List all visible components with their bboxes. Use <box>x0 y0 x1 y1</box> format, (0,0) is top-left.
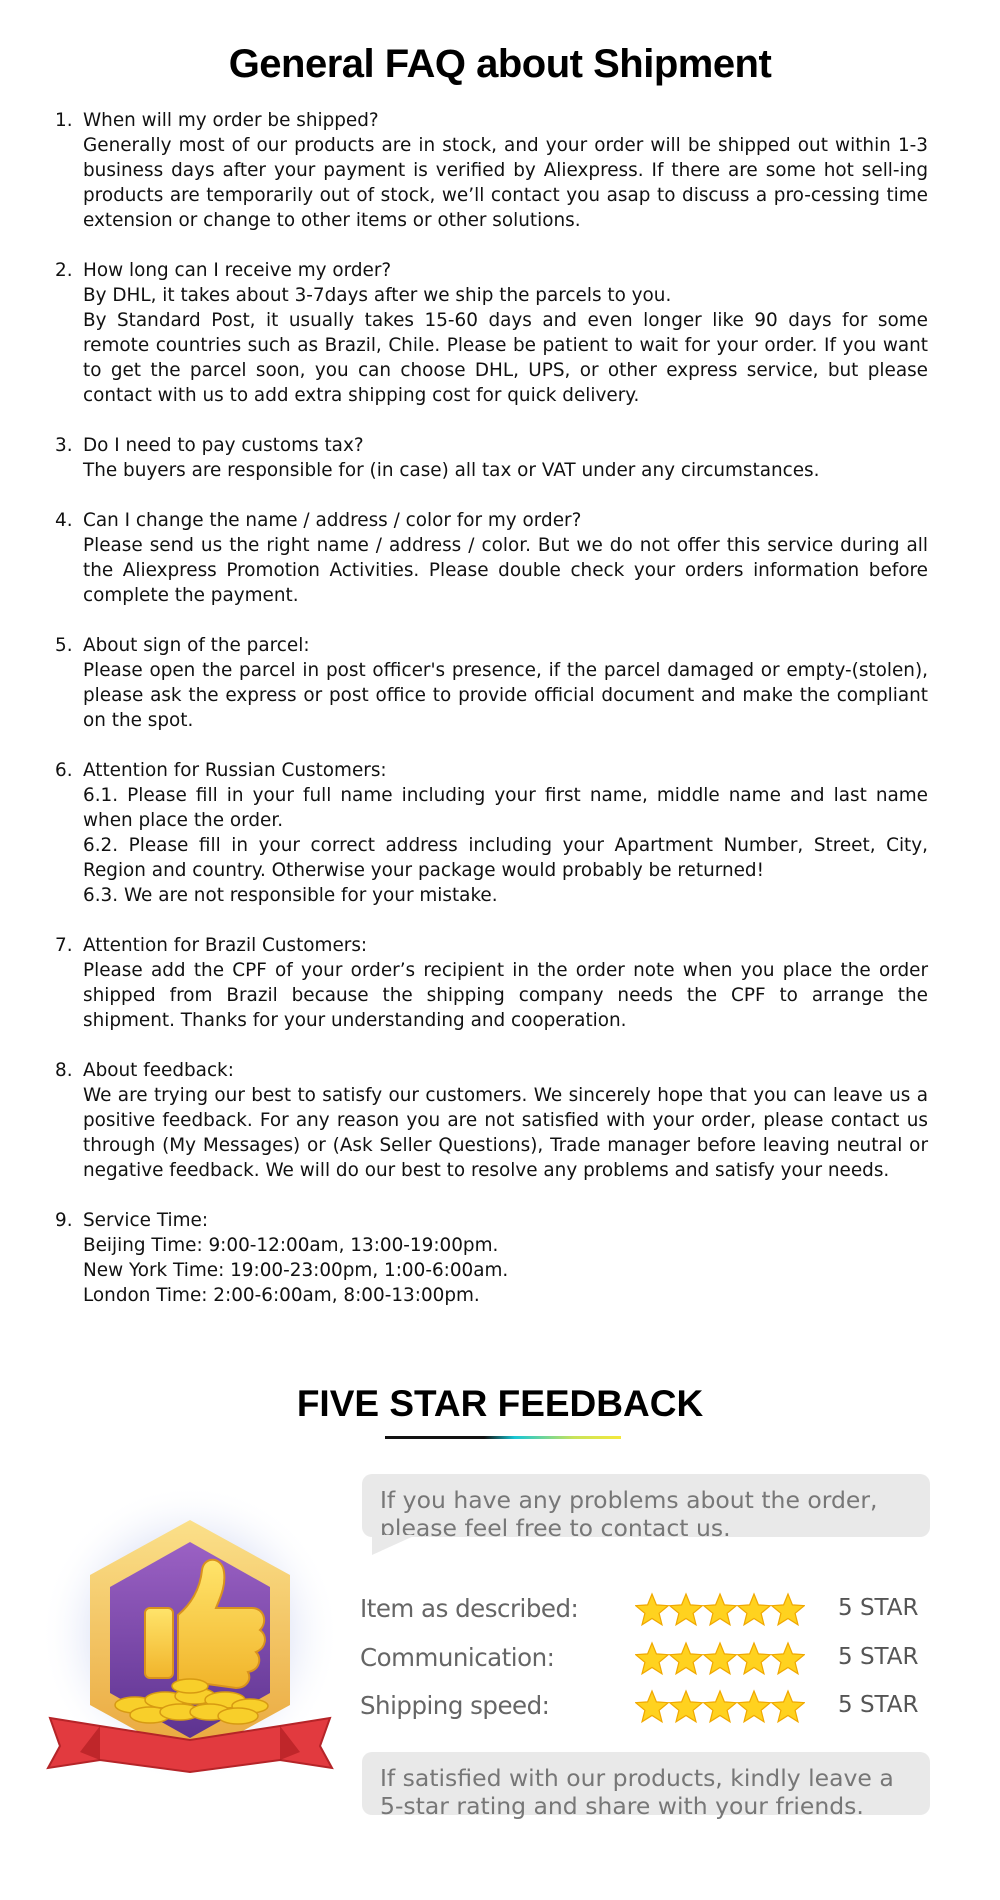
faq-item <box>55 1208 928 1308</box>
faq-answer: 6.2. Please fill in your correct address including your Apartment Number, Street, City, Region and country. Otherwise your package would probably be returned! <box>83 835 928 881</box>
contact-bubble: If you have any problems about the order, please feel free to contact us. <box>362 1474 930 1537</box>
title-underline <box>385 1436 621 1439</box>
faq-answer: London Time: 2:00-6:00am, 8:00-13:00pm. <box>83 1285 480 1306</box>
faq-answer: Beijing Time: 9:00-12:00am, 13:00-19:00pm. <box>83 1235 499 1256</box>
faq-item <box>55 633 928 733</box>
faq-number: 2. <box>55 260 73 281</box>
star-icon <box>772 1691 804 1722</box>
page-title: General FAQ about Shipment <box>228 42 772 86</box>
faq-answer: Please open the parcel in post officer's presence, if the parcel damaged or empty-(stolen), please ask the express or post office to provide official document and make the compliant on the spot. <box>83 660 928 731</box>
star-rating-icon <box>635 1689 805 1725</box>
faq-list <box>55 108 928 1333</box>
faq-answer: Generally most of our products are in stock, and your order will be shipped out within 1-3 business days after your payment is verified by Aliexpress. If there are some hot sell-ing products are temporarily out of stock, we’ll contact you asap to discuss a pro-cessing time extension or change to other items or other solutions. <box>83 135 928 231</box>
faq-answer: We are trying our best to satisfy our customers. We sincerely hope that you can leave us a positive feedback. For any reason you are not satisfied with your order, please contact us through (My Messages) or (Ask Seller Questions), Trade manager before leaving neutral or negative feedback. We will do our best to resolve any problems and satisfy your needs. <box>83 1085 928 1181</box>
faq-answer: By DHL, it takes about 3-7days after we ship the parcels to you. <box>83 285 672 306</box>
star-icon <box>670 1594 702 1625</box>
star-icon <box>738 1691 770 1722</box>
star-icon <box>636 1643 668 1674</box>
faq-answer: The buyers are responsible for (in case) all tax or VAT under any circumstances. <box>83 460 820 481</box>
star-rating-icon <box>635 1592 805 1628</box>
faq-item <box>55 933 928 1033</box>
faq-question: Attention for Russian Customers: <box>83 760 387 781</box>
rating-label: Communication: <box>360 1643 555 1672</box>
star-rating-icon <box>635 1641 805 1677</box>
faq-number: 9. <box>55 1210 73 1231</box>
rating-value: 5 STAR <box>838 1692 919 1718</box>
faq-number: 7. <box>55 935 73 956</box>
rating-value: 5 STAR <box>838 1644 919 1670</box>
faq-item <box>55 433 928 483</box>
faq-item <box>55 758 928 908</box>
faq-item <box>55 1058 928 1183</box>
faq-number: 6. <box>55 760 73 781</box>
faq-question: Do I need to pay customs tax? <box>83 435 364 456</box>
faq-number: 3. <box>55 435 73 456</box>
star-icon <box>670 1691 702 1722</box>
faq-number: 5. <box>55 635 73 656</box>
rating-label: Shipping speed: <box>360 1691 550 1720</box>
thumbs-up-badge-icon <box>40 1490 340 1800</box>
faq-answer: Please send us the right name / address / color. But we do not offer this service during all the Aliexpress Promotion Activities. Please double check your orders information before complete the payment. <box>83 535 928 606</box>
star-icon <box>704 1594 736 1625</box>
rating-value: 5 STAR <box>838 1595 919 1621</box>
star-icon <box>704 1643 736 1674</box>
star-icon <box>738 1643 770 1674</box>
star-icon <box>772 1594 804 1625</box>
faq-number: 4. <box>55 510 73 531</box>
faq-item <box>55 258 928 408</box>
five-star-title: FIVE STAR FEEDBACK <box>296 1383 704 1424</box>
faq-question: Service Time: <box>83 1210 209 1231</box>
faq-answer: New York Time: 19:00-23:00pm, 1:00-6:00am. <box>83 1260 509 1281</box>
faq-question: How long can I receive my order? <box>83 260 392 281</box>
faq-item <box>55 508 928 608</box>
faq-question: When will my order be shipped? <box>83 110 379 131</box>
rating-row-communication <box>360 1641 940 1677</box>
rating-row-item <box>360 1592 940 1628</box>
rating-label: Item as described: <box>360 1594 579 1623</box>
faq-question: Can I change the name / address / color for my order? <box>83 510 582 531</box>
star-icon <box>704 1691 736 1722</box>
faq-answer: 6.1. Please fill in your full name including your first name, middle name and last name when place the order. <box>83 785 928 831</box>
rating-row-shipping <box>360 1689 940 1725</box>
star-icon <box>772 1643 804 1674</box>
faq-answer: Please add the CPF of your order’s recipient in the order note when you place the order shipped from Brazil because the shipping company needs the CPF to arrange the shipment. Thanks for your understanding and cooperation. <box>83 960 928 1031</box>
faq-item <box>55 108 928 233</box>
faq-answer: 6.3. We are not responsible for your mistake. <box>83 885 498 906</box>
star-icon <box>636 1691 668 1722</box>
closing-bubble: If satisfied with our products, kindly leave a 5-star rating and share with your friends. <box>362 1752 930 1815</box>
star-icon <box>670 1643 702 1674</box>
faq-question: Attention for Brazil Customers: <box>83 935 368 956</box>
faq-question: About sign of the parcel: <box>83 635 310 656</box>
faq-question: About feedback: <box>83 1060 234 1081</box>
faq-answer: By Standard Post, it usually takes 15-60 days and even longer like 90 days for some remote countries such as Brazil, Chile. Please be patient to wait for your order. If you want to get the parcel soon, you can choose DHL, UPS, or other express service, but please contact with us to add extra shipping cost for quick delivery. <box>83 310 928 406</box>
star-icon <box>738 1594 770 1625</box>
faq-number: 8. <box>55 1060 73 1081</box>
faq-number: 1. <box>55 110 73 131</box>
star-icon <box>636 1594 668 1625</box>
